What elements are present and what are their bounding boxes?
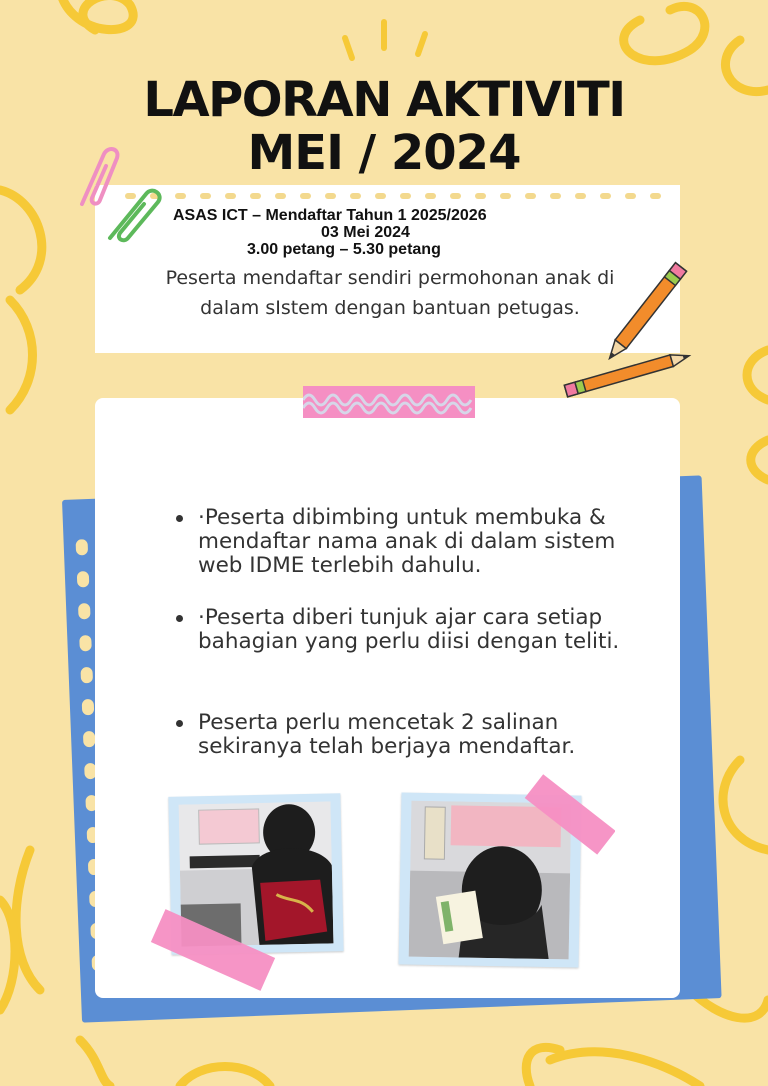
washi-tape-icon — [303, 384, 475, 422]
pink-tape-icon — [143, 908, 283, 998]
bullet-dot — [176, 515, 183, 522]
list-item — [198, 711, 638, 759]
dotted-border — [95, 185, 680, 205]
report-title: LAPORAN AKTIVITI — [143, 72, 625, 128]
activity-name: ASAS ICT – Mendaftar Tahun 1 2025/2026 — [173, 207, 487, 224]
bullet-dot — [176, 615, 183, 622]
paperclip-icon — [72, 142, 172, 252]
list-item-text: ·Peserta dibimbing untuk membuka & mendaftar nama anak di dalam sistem web IDME terlebih dahulu. — [198, 505, 616, 578]
list-item-text: Peserta perlu mencetak 2 salinan sekiranya telah berjaya mendaftar. — [198, 710, 576, 759]
activity-time: 3.00 petang – 5.30 petang — [247, 241, 441, 258]
pink-tape-icon — [520, 770, 615, 860]
report-subtitle-date: MEI / 2024 — [247, 125, 521, 181]
list-item — [198, 506, 638, 578]
activity-description: Peserta mendaftar sendiri permohonan anak di dalam sIstem dengan bantuan petugas. — [165, 267, 615, 319]
bullet-dot — [176, 720, 183, 727]
list-item-text: ·Peserta diberi tunjuk ajar cara setiap bahagian yang perlu diisi dengan teliti. — [198, 605, 620, 654]
list-item — [198, 606, 638, 654]
activity-date: 03 Mei 2024 — [321, 224, 410, 241]
pencil-icon — [556, 255, 706, 405]
